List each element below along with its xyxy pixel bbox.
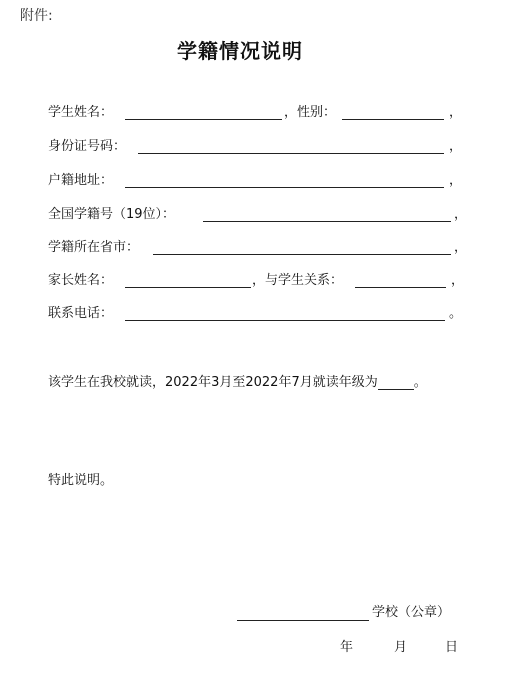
parent-name-label: 家长姓名： [48, 273, 114, 288]
row-period: 。 [449, 306, 463, 321]
gender-label: ，性别： [284, 105, 337, 120]
id-number-row [48, 137, 468, 157]
national-id-label: 全国学籍号（19位）： [48, 207, 176, 222]
statement-end: 。 [413, 375, 427, 390]
household-address-label: 户籍地址： [48, 173, 114, 188]
row-comma: ， [449, 139, 463, 154]
school-signature-field[interactable] [237, 604, 369, 621]
phone-label: 联系电话： [48, 306, 114, 321]
household-address-row [48, 171, 468, 191]
id-number-field[interactable] [138, 137, 444, 154]
national-id-field[interactable] [203, 205, 451, 222]
phone-row [48, 304, 468, 324]
household-address-field[interactable] [125, 171, 444, 188]
school-seal-label: 学校（公章） [372, 605, 451, 620]
relation-field[interactable] [355, 271, 446, 288]
date-month-label: 月 [394, 640, 408, 655]
row-comma: ， [454, 240, 468, 255]
row-comma: ， [449, 105, 463, 120]
document-title: 学籍情况说明 [177, 39, 303, 63]
phone-field[interactable] [125, 304, 445, 321]
province-city-field[interactable] [153, 238, 451, 255]
national-id-row [48, 205, 473, 225]
id-number-label: 身份证号码： [48, 139, 127, 154]
date-day-label: 日 [445, 640, 459, 655]
gender-field[interactable] [342, 103, 444, 120]
student-name-label: 学生姓名： [48, 105, 114, 120]
grade-field[interactable] [378, 375, 414, 390]
province-city-label: 学籍所在省市： [48, 240, 140, 255]
row-comma: ， [454, 207, 468, 222]
row-comma: ， [451, 273, 465, 288]
date-year-label: 年 [340, 640, 354, 655]
student-name-row [48, 103, 468, 123]
statement-line [48, 371, 427, 390]
parent-row [48, 271, 473, 291]
parent-name-field[interactable] [125, 271, 251, 288]
row-comma: ， [449, 173, 463, 188]
province-city-row [48, 238, 473, 258]
statement-text: 该学生在我校就读，2022年3月至2022年7月就读年级为 [48, 375, 378, 390]
attachment-label: 附件: [20, 8, 53, 24]
closing-text: 特此说明。 [48, 473, 114, 488]
student-name-field[interactable] [125, 103, 282, 120]
relation-label: ，与学生关系： [252, 273, 344, 288]
